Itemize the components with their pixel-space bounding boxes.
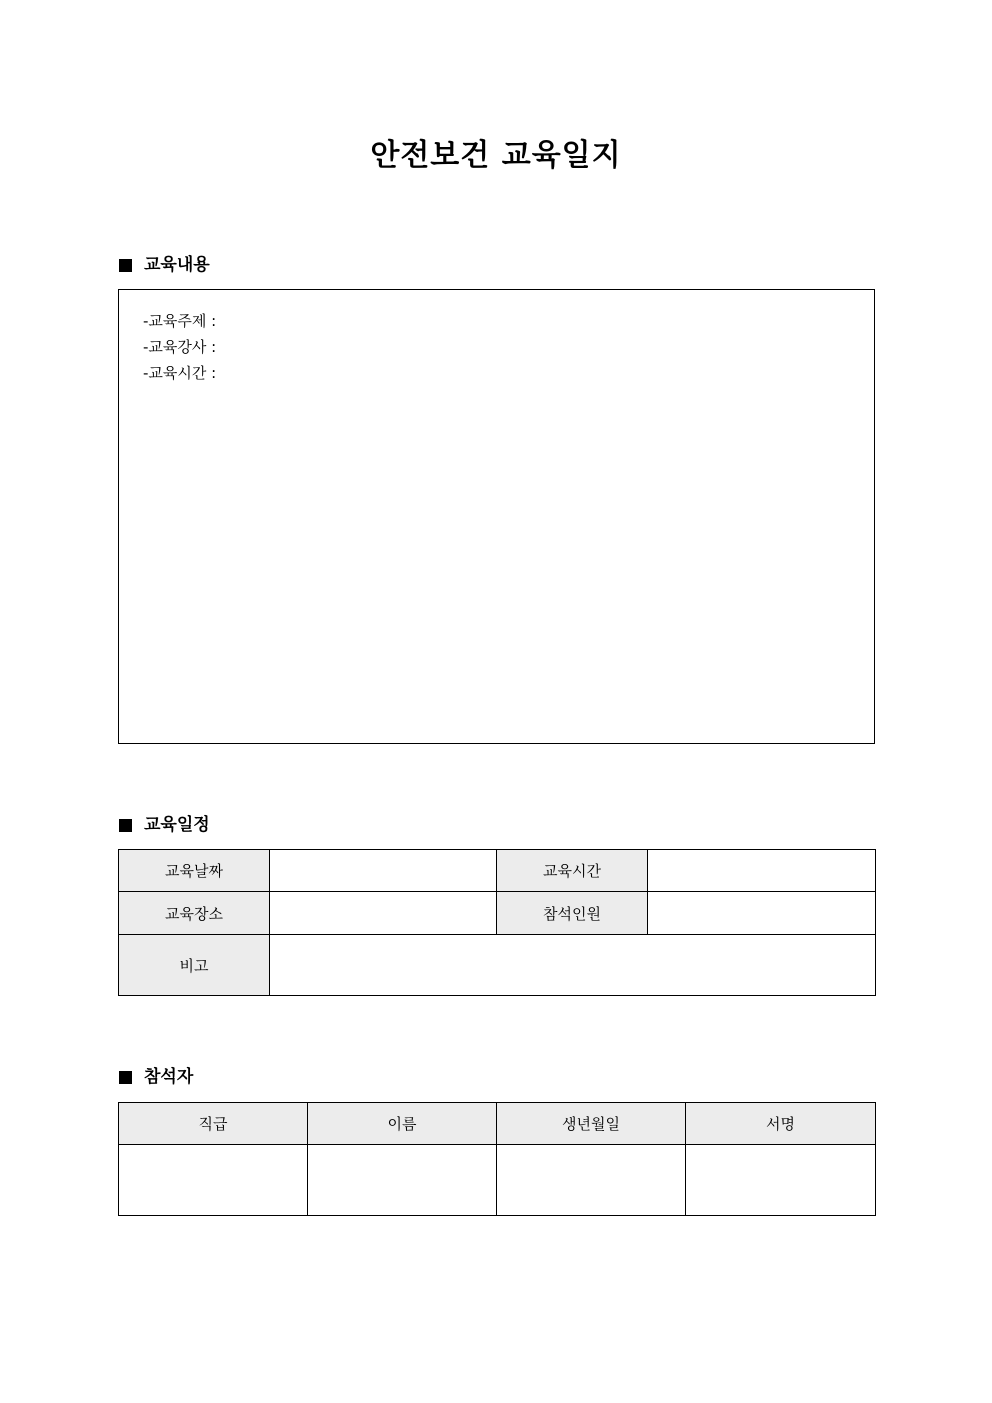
section-heading-label: 교육일정 [144,815,210,835]
table-row [119,935,876,996]
attendee-rank-cell[interactable] [119,1145,308,1216]
attendee-name-cell[interactable] [308,1145,497,1216]
schedule-label-place: 교육장소 [119,892,270,935]
content-line-time: -교육시간 : [143,364,217,382]
schedule-label-remarks: 비고 [119,935,270,996]
black-square-icon [119,259,132,272]
table-header-row [119,1103,876,1145]
table-row [119,1145,876,1216]
schedule-table [118,849,876,996]
schedule-value-place[interactable] [270,892,497,935]
schedule-label-date: 교육날짜 [119,850,270,892]
attendee-birthdate-cell[interactable] [497,1145,686,1216]
black-square-icon [119,819,132,832]
table-row [119,850,876,892]
schedule-label-time: 교육시간 [497,850,648,892]
section-heading-label: 참석자 [144,1067,194,1087]
schedule-value-remarks[interactable] [270,935,876,996]
content-line-topic: -교육주제 : [143,312,217,330]
column-header-name: 이름 [308,1103,497,1145]
content-lines [143,310,216,388]
column-header-signature: 서명 [686,1103,876,1145]
section-heading-label: 교육내용 [144,255,210,275]
content-line-instructor: -교육강사 : [143,338,217,356]
schedule-value-attendance[interactable] [648,892,876,935]
black-square-icon [119,1071,132,1084]
document-title: 안전보건 교육일지 [370,138,622,173]
table-row [119,892,876,935]
attendees-table [118,1102,876,1216]
section-heading-schedule [119,814,210,836]
schedule-value-date[interactable] [270,850,497,892]
column-header-birthdate: 생년월일 [497,1103,686,1145]
attendee-signature-cell[interactable] [686,1145,876,1216]
column-header-rank: 직급 [119,1103,308,1145]
section-heading-attendees [119,1066,193,1088]
section-heading-content [119,254,210,276]
schedule-value-time[interactable] [648,850,876,892]
schedule-label-attendance: 참석인원 [497,892,648,935]
content-box[interactable] [118,289,875,744]
